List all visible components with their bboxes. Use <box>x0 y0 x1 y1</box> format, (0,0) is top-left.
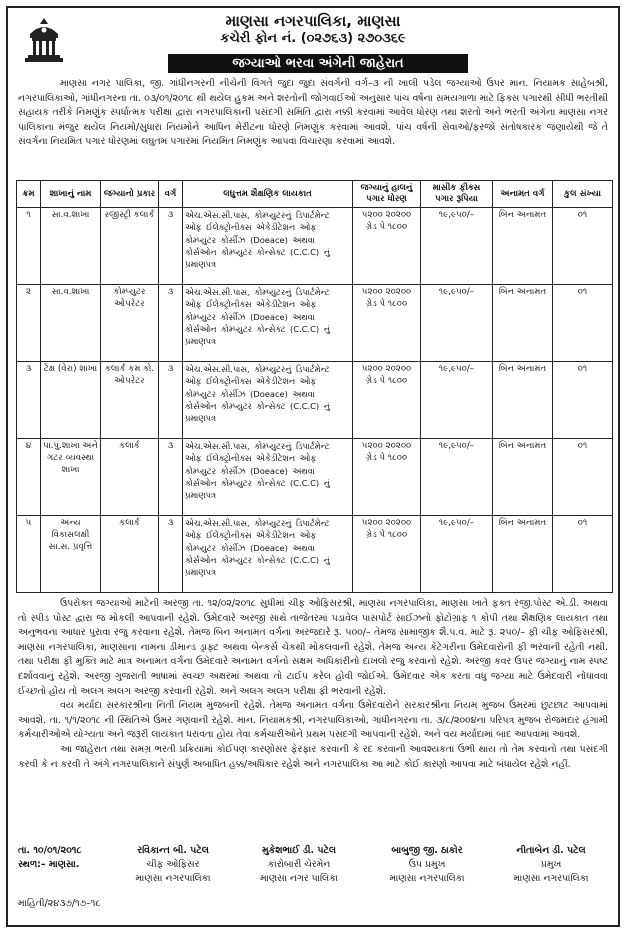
signatory-name: નીતાબેન ડી. પટેલ <box>516 845 586 856</box>
row-qualification: એચ.એસ.સી.પાસ, કોમ્પ્યુટરનું ડિપાર્ટમેન્ટ ઓફ ઈલેક્ટ્રોનીક્સ એકેડીટેશન ઓફ કોમ્પ્યુટર કોર્સીઝ (Doeace) અથવા કોર્સઓન કોમ્પ્યુટર કોન્સેક્ટ (C.C.C) નું પ્રમાણપત્ર <box>183 516 353 593</box>
row-pay-scale: ૫૨૦૦ ૨૦૨૦૦ ગ્રેડ પે ૧૮૦૦ <box>353 285 421 362</box>
row-branch: ટેક્ષ (વેરા) શાખા <box>41 362 101 439</box>
row-post: કલાર્ક કમ કો. ઓપરેટર <box>101 362 159 439</box>
row-no: ૫ <box>17 516 41 593</box>
signatory-vice-president <box>368 844 486 886</box>
col-header-reserve: અનામત વર્ગ <box>493 181 553 208</box>
row-no: ૩ <box>17 362 41 439</box>
notice-banner: જગ્યાઓ ભરવા અંગેની જાહેરાત <box>168 54 468 73</box>
row-pay-scale: ૫૨૦૦ ૨૦૨૦૦ ગ્રેડ પે ૧૮૦૦ <box>353 208 421 285</box>
notice-place: સ્થળ:– માણસા. <box>18 859 80 870</box>
row-count: ૦૧ <box>553 362 613 439</box>
footer <box>18 842 608 912</box>
row-class: ૩ <box>159 208 183 285</box>
row-no: ૪ <box>17 439 41 516</box>
col-header-no: ક્રમ <box>17 181 41 208</box>
row-count: ૦૧ <box>553 516 613 593</box>
signatory-chief-officer <box>114 844 232 886</box>
posts-table <box>16 180 613 593</box>
rights-reserved-paragraph: આ જાહેરાત તથા સમગ્ર ભરતી પ્રક્રિયામાં કોઈપણ કારણોસર ફેરફાર કરવાની કે રદ કરવાની આવશ્યકતા ઉભી થાય તો તેમ કરવાનો તથા પસંદગી કરવી કે ન કરવી તે અંગે નગરપાલિકાને સંપુર્ણ અબાધિત હક્ક/અધિકાર રહેશે અને નગરપાલિકા આ માટે કોઈ કારણો આપવા માટે બંધાયેલ રહેશે નહીં. <box>18 743 608 770</box>
row-count: ૦૧ <box>553 208 613 285</box>
signatory-designation: કારોબારી ચેરમેન <box>267 859 331 870</box>
table-row <box>17 208 613 285</box>
row-branch: સા.વ.શાખા <box>41 285 101 362</box>
signatory-designation: ઉપ પ્રમુખ <box>408 859 446 870</box>
application-terms-paragraph: ઉપરોક્ત જગ્યાઓ માટેની અરજી તા. ૧૨/૦૨/૨૦૧૮ સુધીમાં ચીફ ઓફિસરશ્રી, માણસા નગરપાલિકા, માણસા ખાતે ફક્ત રજી.પોસ્ટ એ.ડી. અથવા તો સ્પીડ પોસ્ટ દ્વારા જ મોકલી આપવાની રહેશે. ઉમેદવારે અરજી સાથે તાજેતરમાં પડાવેલ પાસપોર્ટ સાઈઝનો ફોટોગ્રાફ ૧ કોપી તથા શૈક્ષણિક લાયકાત તથા અનુભવના આધાર પુરાવા રજુ કરવાના રહેશે. તેમજ બિન અનામત વર્ગના અરજદારે રૂ. ૫૦૦/– તેમજ સામાજીક શૈ.પ.વ. માટે રૂ. ૨૫૦/– ફી ચીફ ઓફિસરશ્રી, માણસા નગરપાલિકા, માણસાના નામના ડીમાન્ડ ડ્રાફ્ટ અથવા બેન્કર્સ ચેકથી મોકલવાની રહેશે. તેમજ અન્ય કેટેગરીના ઉમેદવારોની ફી ભરવાની રહેતી નથી. તથા પરીક્ષા ફી મુક્તિ માટે માત્ર અનામત વર્ગના ઉમેદવારે અનામત વર્ગનો સક્ષમ અધિકારીનો દાખલો રજુ કરવાનો રહેશે. અરજી કવર ઉપર જગ્યાનું નામ સ્પષ્ટ દર્શાવવાનું રહેશે. અરજી ગુજરાતી ભાષામાં સ્વચ્છ અક્ષરમાં અથવા તો ટાઈપ કરેલ હોવી જોઈએ. ઉમેદવાર એક કરતા વધુ જગ્યા માટે ઉમેદવારી નોંધાવવા ઈચ્છતો હોય તો અલગ અલગ અરજી કરવાની રહેશે. અને અલગ અલગ પરીક્ષા ફી ભરવાની રહેશે. <box>18 598 608 697</box>
col-header-qualification: લઘુત્તમ શૈક્ષણિક લાયકાત <box>183 181 353 208</box>
row-post: કોમ્પ્યુટર ઓપરેટર <box>101 285 159 362</box>
row-reserve: બિન અનામત <box>493 439 553 516</box>
col-header-class: વર્ગ <box>159 181 183 208</box>
age-limit-paragraph: વય મર્યાદા સરકારશ્રીના નિતી નિયમ મુજબની રહેશે. તેમજ અનામત વર્ગના ઉમેદવારોને સરકારશ્રીના નિયમ મુજબ ઉંમરમાં છુટછાટ આપવામાં આવશે. તા. ૧/૧/૨૦૧૮ ની સ્થિતિએ ઉંમર ગણવાની રહેશે. માન. નિયામકશ્રી, નગરપાલિકાઓ, ગાંધીનગરના તા. ૩/૮/૨૦૦૪ના પરિપત્ર મુજબ રોજમદાર હંગામી કર્મચારીઓએ યોગ્યતા અને જરૂરી લાયકાત ધરાવતા હોય તેવા કર્મચારીઓને પ્રથમ પસંદગી આપવાની રહેશે. અને વય મર્યાદામાં બાદ આપવામાં આવશે. <box>18 700 608 741</box>
row-no: ૨ <box>17 285 41 362</box>
row-reserve: બિન અનામત <box>493 285 553 362</box>
date-place-block <box>18 844 82 872</box>
row-branch: અન્ય વિકાસલક્ષી સા.સ. પ્રવૃત્તિ <box>41 516 101 593</box>
signatory-executive-chairman <box>240 844 358 886</box>
row-reserve: બિન અનામત <box>493 362 553 439</box>
col-header-count: કુલ સંખ્યા <box>553 181 613 208</box>
row-qualification: એચ.એસ.સી.પાસ, કોમ્પ્યુટરનું ડિપાર્ટમેન્ટ ઓફ ઈલેક્ટ્રોનીક્સ એકેડીટેશન ઓફ કોમ્પ્યુટર કોર્સીઝ (Doeace) અથવા કોર્સઓન કોમ્પ્યુટર કોન્સેક્ટ (C.C.C) નું પ્રમાણપત્ર <box>183 208 353 285</box>
advertisement-page <box>6 6 620 927</box>
row-count: ૦૧ <box>553 439 613 516</box>
row-post: રજીસ્ટ્રી કલાર્ક <box>101 208 159 285</box>
row-pay-scale: ૫૨૦૦ ૨૦૨૦૦ ગ્રેડ પે ૧૮૦૦ <box>353 362 421 439</box>
office-phone: કચેરી ફોન નં. (૦૨૭૬૩) ૨૭૦૩૬૯ <box>220 31 406 46</box>
row-count: ૦૧ <box>553 285 613 362</box>
signatory-designation: ચીફ ઓફિસર <box>146 859 200 870</box>
signatory-name: બાબુજી જી. ઠાકોર <box>391 845 463 856</box>
row-fixed-pay: ૧૯,૯૫૦/– <box>421 208 493 285</box>
notice-date: તા. ૧૦/૦૧/૨૦૧૮ <box>18 845 82 856</box>
col-header-post: જગ્યાનો પ્રકાર <box>101 181 159 208</box>
row-pay-scale: ૫૨૦૦ ૨૦૨૦૦ ગ્રેડ પે ૧૮૦૦ <box>353 516 421 593</box>
row-class: ૩ <box>159 285 183 362</box>
row-post: કલાર્ક <box>101 516 159 593</box>
table-header-row <box>17 181 613 208</box>
row-qualification: એચ.એસ.સી.પાસ, કોમ્પ્યુટરનું ડિપાર્ટમેન્ટ ઓફ ઈલેક્ટ્રોનીક્સ એકેડીટેશન ઓફ કોમ્પ્યુટર કોર્સીઝ (Doeace) અથવા કોર્સઓન કોમ્પ્યુટર કોન્સેક્ટ (C.C.C) નું પ્રમાણપત્ર <box>183 362 353 439</box>
signatory-president <box>492 844 610 886</box>
row-qualification: એચ.એસ.સી.પાસ, કોમ્પ્યુટરનું ડિપાર્ટમેન્ટ ઓફ ઈલેક્ટ્રોનીક્સ એકેડીટેશન ઓફ કોમ્પ્યુટર કોર્સીઝ (Doeace) અથવા કોર્સઓન કોમ્પ્યુટર કોન્સેક્ટ (C.C.C) નું પ્રમાણપત્ર <box>183 285 353 362</box>
table-row <box>17 439 613 516</box>
table-row <box>17 516 613 593</box>
row-qualification: એચ.એસ.સી.પાસ, કોમ્પ્યુટરનું ડિપાર્ટમેન્ટ ઓફ ઈલેક્ટ્રોનીક્સ એકેડીટેશન ઓફ કોમ્પ્યુટર કોર્સીઝ (Doeace) અથવા કોર્સઓન કોમ્પ્યુટર કોન્સેક્ટ (C.C.C) નું પ્રમાણપત્ર <box>183 439 353 516</box>
row-post: કલાર્ક <box>101 439 159 516</box>
signatory-name: મુકેશભાઈ ડી. પટેલ <box>261 845 337 856</box>
row-fixed-pay: ૧૯,૯૫૦/– <box>421 285 493 362</box>
row-fixed-pay: ૧૯,૯૫૦/– <box>421 362 493 439</box>
info-reference-number: માહિતી/૨૪૩૭/૧૭–૧૮ <box>18 898 101 909</box>
row-class: ૩ <box>159 516 183 593</box>
row-fixed-pay: ૧૯,૯૫૦/– <box>421 516 493 593</box>
row-reserve: બિન અનામત <box>493 516 553 593</box>
col-header-pay-scale: જગ્યાનું હાલનું પગાર ધોરણ <box>353 181 421 208</box>
col-header-branch: શાખાનું નામ <box>41 181 101 208</box>
row-class: ૩ <box>159 362 183 439</box>
intro-paragraph: માણસા નગર પાલિકા, જી. ગાંધીનગરની નીચેની વિગતે જુદા જુદા સંવર્ગની વર્ગ–૩ ની ખાલી પડેલ જગ્યાઓ ઉપર માન. નિયામક સાહેબશ્રી, નગરપાલિકાઓ, ગાંધીનગરના તા. ૦૩/૦૧/૨૦૧૮ થી થયેલ હુકમ અને શરતોની જોગવાઈઓ અનુસાર પાંચ વર્ષના સમયગાળા માટે ફિક્સ પગારથી સીધી ભરતીથી સહાયક તરીકે નિમણુંક સ્પર્ધાત્મક પરીક્ષા દ્વારા નગરપાલિકાની પસંદગી સમિતિ દ્વારા નક્કી કરવામાં આવેલ ધોરણ તથા શરતો અને ભરતી અંગેના માણસા નગર પાલિકાના મંજુર થયેલ નિયમો/સુધારા નિયમોને આધિન મેરીટના ધોરણે નિમણુંક કરવામાં આવશે. પાંચ વર્ષની સેવાઓ/ફરજો સંતોષકારક જણાયેથી જે તે સંવર્ગના નિયમિત પગાર ધોરણમાં લઘુતમ પગારમાં નિયમિત નિમણુંક આપવા વિચારણા કરવામાં આવશે. <box>18 78 608 148</box>
row-branch: સા.વ.શાખા <box>41 208 101 285</box>
terms-section <box>18 597 608 772</box>
signatory-office: માણસા નગરપાલિકા <box>389 873 465 884</box>
signatory-office: માણસા નગરપાલિકા <box>135 873 211 884</box>
signatory-office: માણસા નગરપાલિકા <box>513 873 589 884</box>
header <box>8 12 618 74</box>
table-row <box>17 362 613 439</box>
row-branch: પા.પુ.શાખા અને ગટર વ્યવસ્થા શાખા <box>41 439 101 516</box>
page-title: માણસા નગરપાલિકા, માણસા <box>225 12 401 30</box>
signatory-name: રવિકાન્ત બી. પટેલ <box>137 845 209 856</box>
row-no: ૧ <box>17 208 41 285</box>
row-reserve: બિન અનામત <box>493 208 553 285</box>
col-header-fixed-pay: માસીક ફીક્સ પગાર રૂપિયા <box>421 181 493 208</box>
table-row <box>17 285 613 362</box>
signatory-office: માણસા નગર પાલિકા <box>259 873 339 884</box>
municipality-emblem-icon <box>22 16 66 64</box>
signatory-designation: પ્રમુખ <box>540 859 562 870</box>
row-fixed-pay: ૧૯,૯૫૦/– <box>421 439 493 516</box>
row-pay-scale: ૫૨૦૦ ૨૦૨૦૦ ગ્રેડ પે ૧૮૦૦ <box>353 439 421 516</box>
row-class: ૩ <box>159 439 183 516</box>
